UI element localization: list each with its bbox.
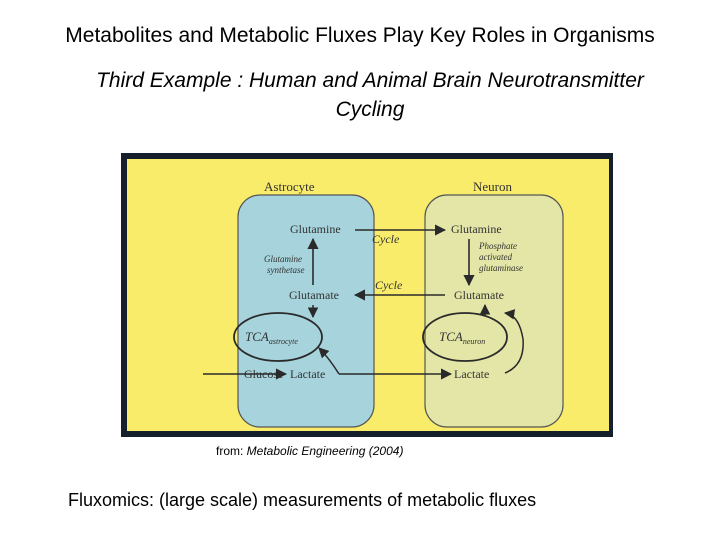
- astrocyte-label: Astrocyte: [264, 179, 315, 194]
- subtitle-line-1: Third Example : Human and Animal Brain Neurotransmitter: [96, 69, 644, 92]
- caption-prefix: from:: [216, 444, 247, 458]
- figure-caption: [216, 444, 403, 458]
- neuron-enzyme-line-2: activated: [479, 252, 512, 262]
- astro-glutamine: Glutamine: [290, 222, 341, 236]
- slide-title: Metabolites and Metabolic Fluxes Play Key Roles in Organisms: [65, 24, 655, 47]
- neurotransmitter-cycling-figure: [121, 153, 613, 437]
- astro-tca-label: $TCA_{astrocyte}$: [245, 329, 298, 346]
- neuron-glutamate: Glutamate: [454, 288, 504, 302]
- glucose-label: Glucose: [244, 367, 284, 381]
- astro-enzyme-line-2: synthetase: [267, 265, 305, 275]
- cycling-diagram: [121, 153, 613, 437]
- slide-subtitle: [40, 66, 700, 124]
- neuron-enzyme-line-1: Phosphate: [479, 241, 517, 251]
- cycle-label-bottom: Cycle: [375, 278, 403, 292]
- astro-glutamate: Glutamate: [289, 288, 339, 302]
- astro-enzyme-line-1: Glutamine: [264, 254, 302, 264]
- neuron-glutamine: Glutamine: [451, 222, 502, 236]
- neuron-enzyme-line-3: glutaminase: [479, 263, 523, 273]
- neuron-tca-label: $TCA_{neuron}$: [439, 329, 486, 346]
- neuron-lactate: Lactate: [454, 367, 490, 381]
- subtitle-line-2: Cycling: [335, 98, 405, 121]
- astro-lactate: Lactate: [290, 367, 326, 381]
- neuron-label: Neuron: [473, 179, 512, 194]
- cycle-label-top: Cycle: [372, 232, 400, 246]
- caption-source: Metabolic Engineering (2004): [246, 444, 404, 458]
- fluxomics-note: Fluxomics: (large scale) measurements of metabolic fluxes: [68, 490, 537, 510]
